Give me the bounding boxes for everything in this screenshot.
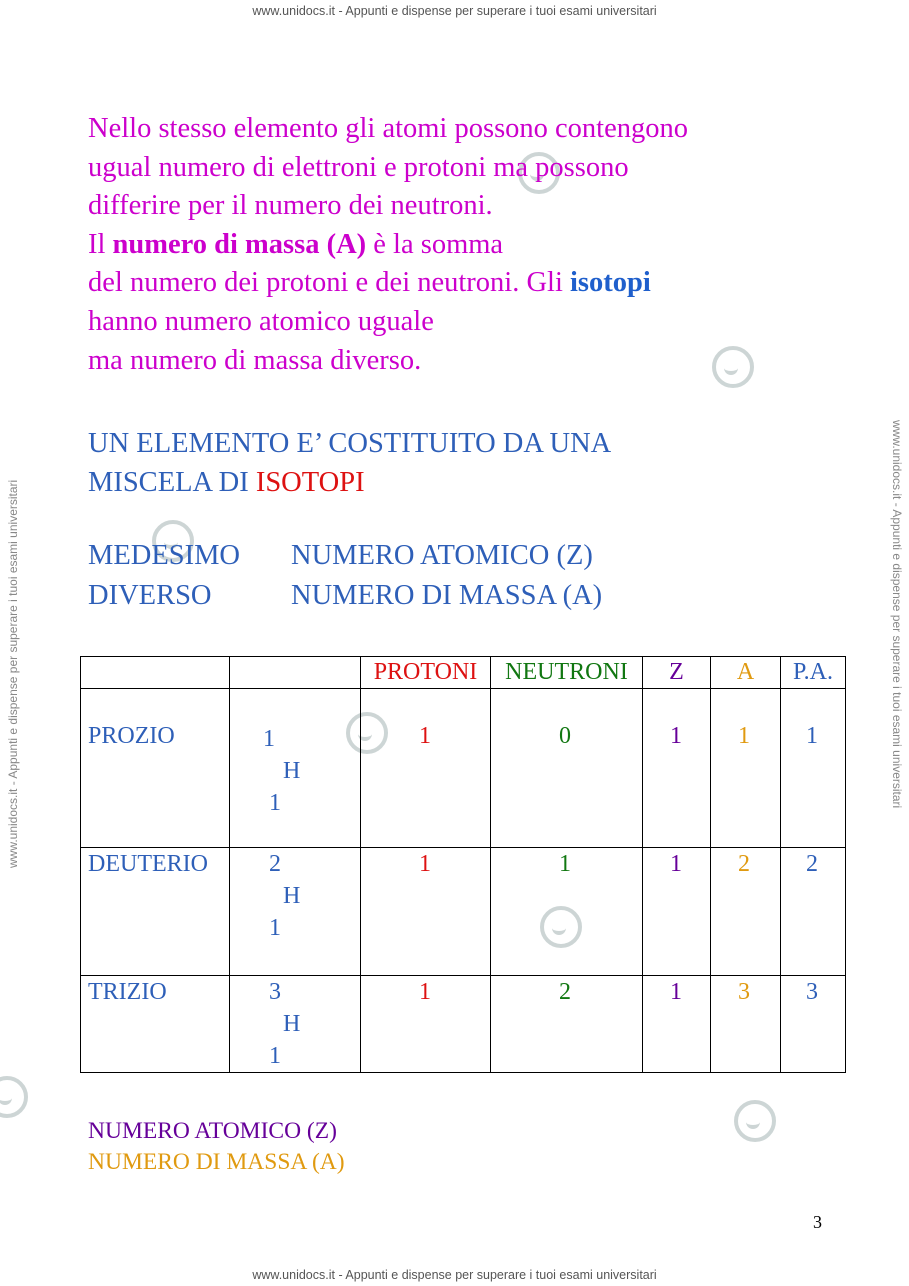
cell-pa: 1 xyxy=(806,723,818,749)
watermark-logo-icon xyxy=(712,346,754,388)
isotope-name: PROZIO xyxy=(88,723,175,749)
isotope-notation: 2 H 1 xyxy=(269,851,301,941)
cell-protoni: 1 xyxy=(419,723,431,749)
cell-pa: 2 xyxy=(806,851,818,877)
cell-neutroni: 2 xyxy=(559,979,571,1005)
watermark-logo-icon xyxy=(0,1076,28,1118)
label-numero-massa: NUMERO DI MASSA (A) xyxy=(291,580,603,611)
cell-z: 1 xyxy=(670,723,682,749)
header-protoni: PROTONI xyxy=(361,657,491,689)
cell-protoni: 1 xyxy=(419,851,431,877)
watermark-bottom: www.unidocs.it - Appunti e dispense per superare i tuoi esami universitari xyxy=(252,1268,657,1282)
isotope-notation: 1 H 1 xyxy=(263,726,301,816)
cell-a: 3 xyxy=(738,979,750,1005)
isotope-table xyxy=(80,656,846,1073)
cell-pa: 3 xyxy=(806,979,818,1005)
cell-protoni: 1 xyxy=(419,979,431,1005)
isotope-notation: 3 H 1 xyxy=(269,979,301,1069)
label-medesimo: MEDESIMO xyxy=(88,540,241,571)
legend-a: NUMERO DI MASSA (A) xyxy=(88,1149,345,1175)
isotope-name: DEUTERIO xyxy=(88,851,208,877)
table-row xyxy=(81,848,846,976)
table-row xyxy=(81,976,846,1073)
watermark-top: www.unidocs.it - Appunti e dispense per superare i tuoi esami universitari xyxy=(252,4,657,18)
legend-z: NUMERO ATOMICO (Z) xyxy=(88,1118,337,1144)
cell-a: 2 xyxy=(738,851,750,877)
cell-neutroni: 0 xyxy=(559,723,571,749)
intro-paragraph: Nello stesso elemento gli atomi possono contengono ugual numero di elettroni e protoni ma possono differire per il numero dei neutroni. Il numero di massa (A) è la somma del numero dei protoni e dei neutroni. Gli isotopi hanno numero atomico uguale ma numero di massa diverso. xyxy=(88,113,689,376)
label-diverso: DIVERSO xyxy=(88,580,212,611)
watermark-right: www.unidocs.it - Appunti e dispense per superare i tuoi esami universitari xyxy=(890,420,904,809)
watermark-logo-icon xyxy=(734,1100,776,1142)
cell-z: 1 xyxy=(670,851,682,877)
table-row xyxy=(81,689,846,848)
cell-a: 1 xyxy=(738,723,750,749)
section-heading: UN ELEMENTO E’ COSTITUITO DA UNA MISCELA DI ISOTOPI xyxy=(88,428,612,498)
page-number: 3 xyxy=(813,1212,822,1232)
cell-neutroni: 1 xyxy=(559,851,571,877)
header-a: A xyxy=(711,657,781,689)
watermark-left: www.unidocs.it - Appunti e dispense per superare i tuoi esami universitari xyxy=(6,479,20,868)
isotope-name: TRIZIO xyxy=(88,979,167,1005)
header-neutroni: NEUTRONI xyxy=(491,657,643,689)
header-pa: P.A. xyxy=(781,657,846,689)
cell-z: 1 xyxy=(670,979,682,1005)
label-numero-atomico: NUMERO ATOMICO (Z) xyxy=(291,540,593,571)
header-z: Z xyxy=(643,657,711,689)
